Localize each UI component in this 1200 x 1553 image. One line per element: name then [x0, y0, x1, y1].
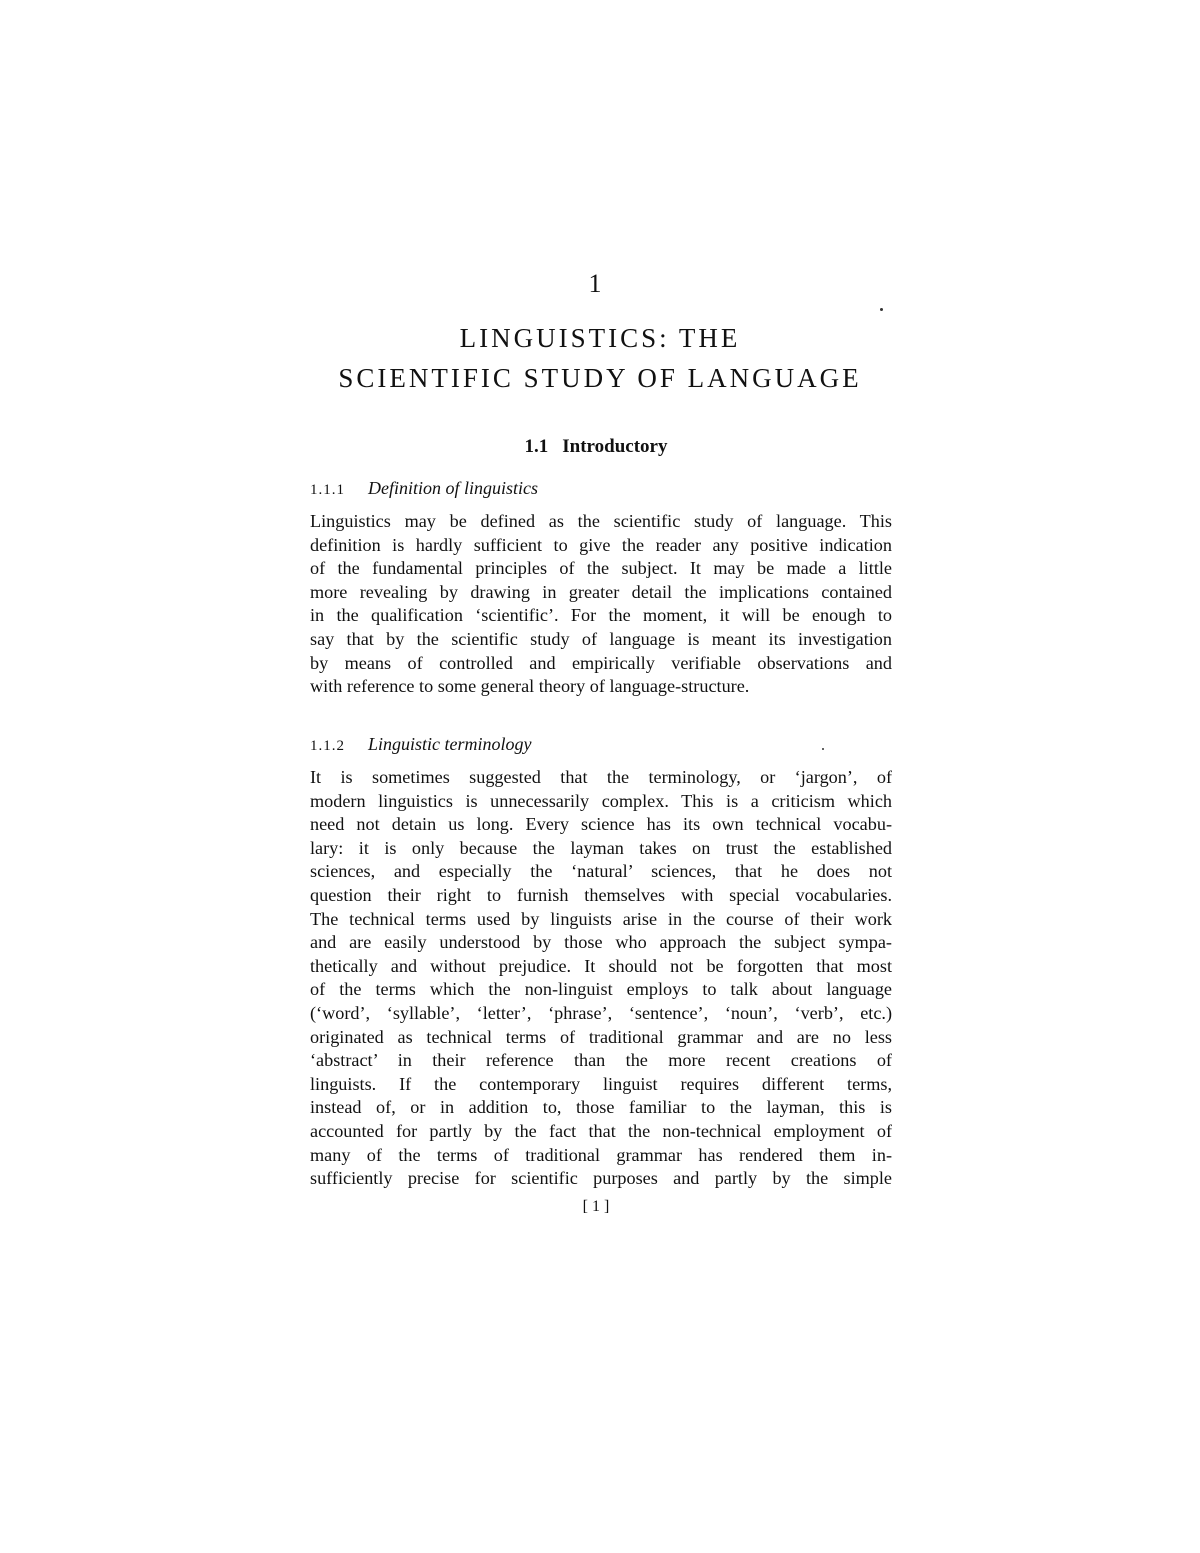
- subsection-heading: [310, 476, 538, 502]
- scan-speck: [822, 748, 824, 750]
- text-line: with reference to some general theory of language-structure.: [310, 676, 750, 697]
- text-line: instead of, or in addition to, those familiar to the layman, this is: [310, 1097, 892, 1118]
- paragraph: [310, 766, 892, 1191]
- subsection-title: Linguistic terminology: [368, 734, 532, 754]
- chapter-title-line: LINGUISTICS: THE: [459, 323, 741, 353]
- text-line: ‘abstract’ in their reference than the more recent creations of: [310, 1050, 892, 1071]
- text-line: question their right to furnish themselves with special vocabularies.: [310, 884, 892, 905]
- text-line: and are easily understood by those who approach the subject sympa-: [310, 932, 892, 953]
- section-number: 1.1: [524, 436, 549, 457]
- section-title: Introductory: [562, 436, 668, 457]
- text-line: The technical terms used by linguists arise in the course of their work: [310, 908, 892, 929]
- text-line: lary: it is only because the layman takes on trust the established: [310, 837, 892, 858]
- chapter-title: [0, 318, 1200, 398]
- text-line: (‘word’, ‘syllable’, ‘letter’, ‘phrase’, ‘sentence’, ‘noun’, ‘verb’, etc.): [310, 1002, 892, 1023]
- text-line: by means of controlled and empirically verifiable observations and: [310, 652, 892, 673]
- text-line: more revealing by drawing in greater detail the implications contained: [310, 581, 892, 602]
- section-heading: [0, 434, 1192, 460]
- text-line: sufficiently precise for scientific purposes and partly by the simple: [310, 1168, 892, 1189]
- subsection-number: 1.1.2: [310, 738, 345, 754]
- text-line: need not detain us long. Every science has its own technical vocabu-: [310, 814, 892, 835]
- paragraph: [310, 510, 892, 699]
- subsection-title: Definition of linguistics: [368, 478, 538, 498]
- text-line: many of the terms of traditional grammar has rendered them in-: [310, 1144, 892, 1165]
- text-line: thetically and without prejudice. It should not be forgotten that most: [310, 955, 892, 976]
- text-line: linguists. If the contemporary linguist requires different terms,: [310, 1073, 892, 1094]
- text-line: of the fundamental principles of the subject. It may be made a little: [310, 558, 892, 579]
- text-line: definition is hardly sufficient to give the reader any positive indication: [310, 534, 892, 555]
- chapter-number: 1: [588, 269, 602, 298]
- scan-speck: [880, 308, 883, 311]
- page-number: [ 1 ]: [582, 1198, 610, 1215]
- text-line: originated as technical terms of traditional grammar and are no less: [310, 1026, 892, 1047]
- text-line: sciences, and especially the ‘natural’ sciences, that he does not: [310, 861, 892, 882]
- subsection-number: 1.1.1: [310, 482, 345, 498]
- text-line: accounted for partly by the fact that the non-technical employment of: [310, 1120, 892, 1141]
- text-line: modern linguistics is unnecessarily complex. This is a criticism which: [310, 790, 892, 811]
- text-line: Linguistics may be defined as the scientific study of language. This: [310, 511, 892, 531]
- chapter-title-line: SCIENTIFIC STUDY OF LANGUAGE: [338, 363, 862, 393]
- text-line: in the qualification ‘scientific’. For the moment, it will be enough to: [310, 605, 892, 626]
- text-line: of the terms which the non-linguist employs to talk about language: [310, 979, 892, 1000]
- subsection-heading: [310, 732, 532, 758]
- text-line: say that by the scientific study of language is meant its investigation: [310, 628, 892, 649]
- text-line: It is sometimes suggested that the terminology, or ‘jargon’, of: [310, 767, 892, 787]
